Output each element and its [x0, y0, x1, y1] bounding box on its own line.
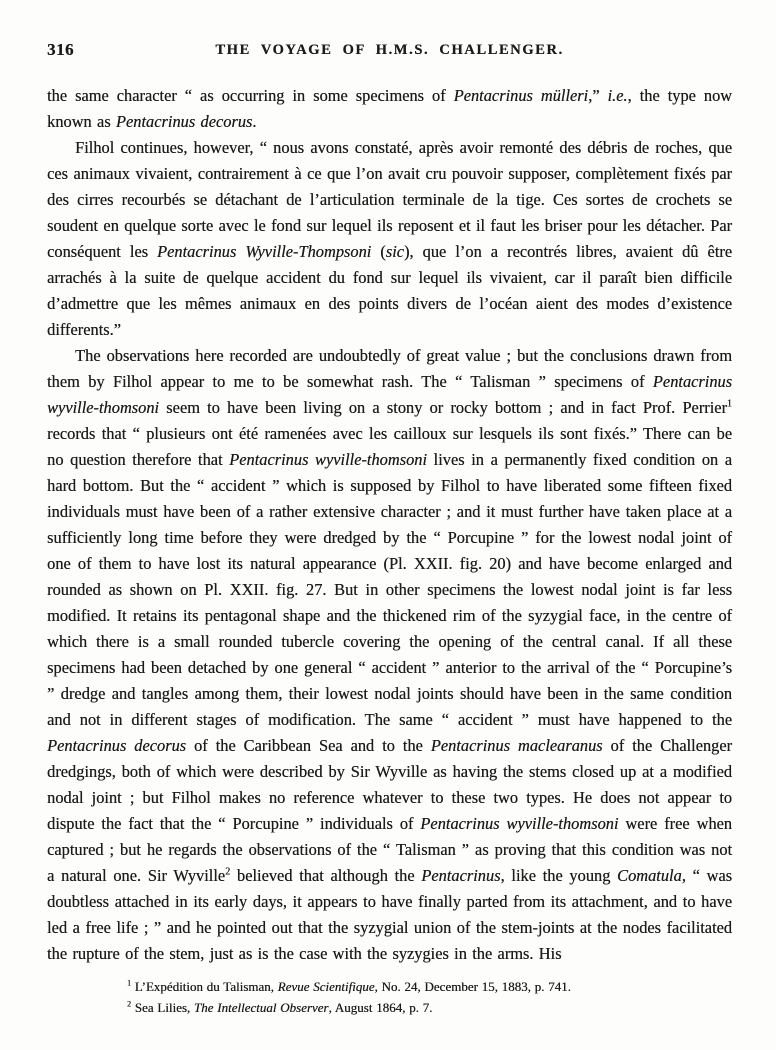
italic-run: Pentacrinus decorus [115, 112, 253, 131]
footnote-ref: 1 [726, 398, 732, 410]
italic-run: Pentacrinus mülleri [453, 86, 589, 105]
text-run: ,” [588, 86, 608, 105]
footnote-ref: 1 [127, 978, 132, 988]
paragraph [47, 83, 732, 135]
footnote-ref: 2 [225, 866, 231, 878]
text-run: , August 1864, p. 7. [328, 999, 433, 1015]
italic-run: Comatula [617, 866, 682, 885]
text-run: ( [371, 242, 386, 261]
italic-run: The Intellectual Observer [193, 999, 329, 1015]
text-run: seem to have been living on a stony or rocky bottom ; and in fact Prof. Perrier [158, 398, 727, 417]
text-run: ), que l’on a recontrés libres, avaient dû être arrachés à la suite de quelque accident du fond sur lequel ils vivaient, car il paraît bien difficile d’admettre que les mêmes animaux en des points divers de l’océan aient des modes d’existence differents.” [47, 242, 732, 339]
italic-run: Pentacrinus decorus [47, 736, 187, 755]
italic-run: Revue Scientifique [277, 979, 375, 994]
text-run: the same character “ as occurring in some specimens of [47, 86, 454, 105]
italic-run: Pentacrinus Wyville-Thompsoni [157, 242, 372, 261]
footnote [127, 977, 732, 998]
running-header-title: THE VOYAGE OF H.M.S. CHALLENGER. [215, 42, 564, 58]
text-run: , the type now known as [47, 86, 733, 131]
footnote-ref: 2 [127, 999, 132, 1009]
text-run: , No. 24, December 15, 1883, p. 741. [374, 979, 571, 994]
page-number: 316 [47, 40, 74, 59]
text-run: lives in a permanently fixed condition on a hard bottom. But the “ accident ” which is supposed by Filhol to have liberated some fifteen fixed individuals must have been of a rather extensive character ; and it must further have taken place at a sufficiently long time before they were dredged by the “ Porcupine ” for the lowest nodal joint of one of them to have lost its natural appearance (Pl. XXII. fig. 20) and have become enlarged and rounded as shown on Pl. XXII. fig. 27. But in other specimens the lowest nodal joint is far less modified. It retains its pentagonal shape and the thickened rim of the syzygial face, in the centre of which there is a small rounded tubercle covering the opening of the central canal. If all these specimens had been detached by one general “ accident ” anterior to the arrival of the “ Porcupine’s ” dredge and tangles among them, their lowest nodal joints should have been in the same condition and not in different stages of modification. The same “ accident ” must have happened to the [47, 450, 732, 729]
italic-run: Pentacrinus wyville-thomsoni [47, 372, 732, 417]
italic-run: Pentacrinus maclearanus [430, 736, 603, 755]
paragraph [47, 135, 732, 343]
page-header [47, 40, 732, 62]
italic-run: i.e. [607, 86, 628, 105]
text-run: Filhol continues, however, “ nous avons constaté, après avoir remonté des débris de roches, que ces animaux vivaient, contrairement à ce que l’on avait cru pouvoir supposer, complètement fixés par des cirres recourbés se détachant de l’articulation terminale de la tige. Ces sortes de crochets se soudent en quelque sorte avec le fond sur lequel ils reposent et il faut les briser pour les détacher. Par conséquent les [47, 138, 732, 261]
footnotes [47, 977, 732, 1018]
text-run: , like the young [500, 866, 618, 885]
text-run: The observations here recorded are undoubtedly of great value ; but the conclusions drawn from them by Filhol appear to me to be somewhat rash. The “ Talisman ” specimens of [47, 346, 732, 391]
paragraph [47, 343, 732, 967]
text-run: records that “ plusieurs ont été ramenées avec les cailloux sur lesquels ils sont fixés.” There can be no question therefore that [47, 424, 732, 469]
text-run: believed that although the [230, 866, 422, 885]
text-run: Sea Lilies, [131, 999, 194, 1015]
italic-run: sic [385, 242, 404, 261]
text-run: of the Challenger dredgings, both of which were described by Sir Wyville as having the stems closed up at a modified nodal joint ; but Filhol makes no reference whatever to these two types. He does not appear to dispute the fact that the “ Porcupine ” individuals of [47, 736, 732, 833]
text-run: L’Expédition du Talisman, [131, 979, 278, 994]
footnote [127, 998, 732, 1019]
italic-run: Pentacrinus wyville-thomsoni [229, 450, 427, 469]
italic-run: Pentacrinus [421, 866, 501, 885]
text-run: were free when captured ; but he regards the observations of the “ Talisman ” as proving that this condition was not a natural one. Sir Wyville [47, 814, 732, 885]
text-run: of the Caribbean Sea and to the [186, 736, 431, 755]
text-run: . [252, 112, 257, 131]
body-text [47, 83, 732, 967]
text-run: , “ was doubtless attached in its early days, it appears to have finally parted from its attachment, and to have led a free life ; ” and he pointed out that the syzygial union of the stem-joints at the nodes facilitated the rupture of the stem, just as is the case with the syzygies in the arms. His [47, 866, 732, 963]
italic-run: Pentacrinus wyville-thomsoni [420, 814, 619, 833]
